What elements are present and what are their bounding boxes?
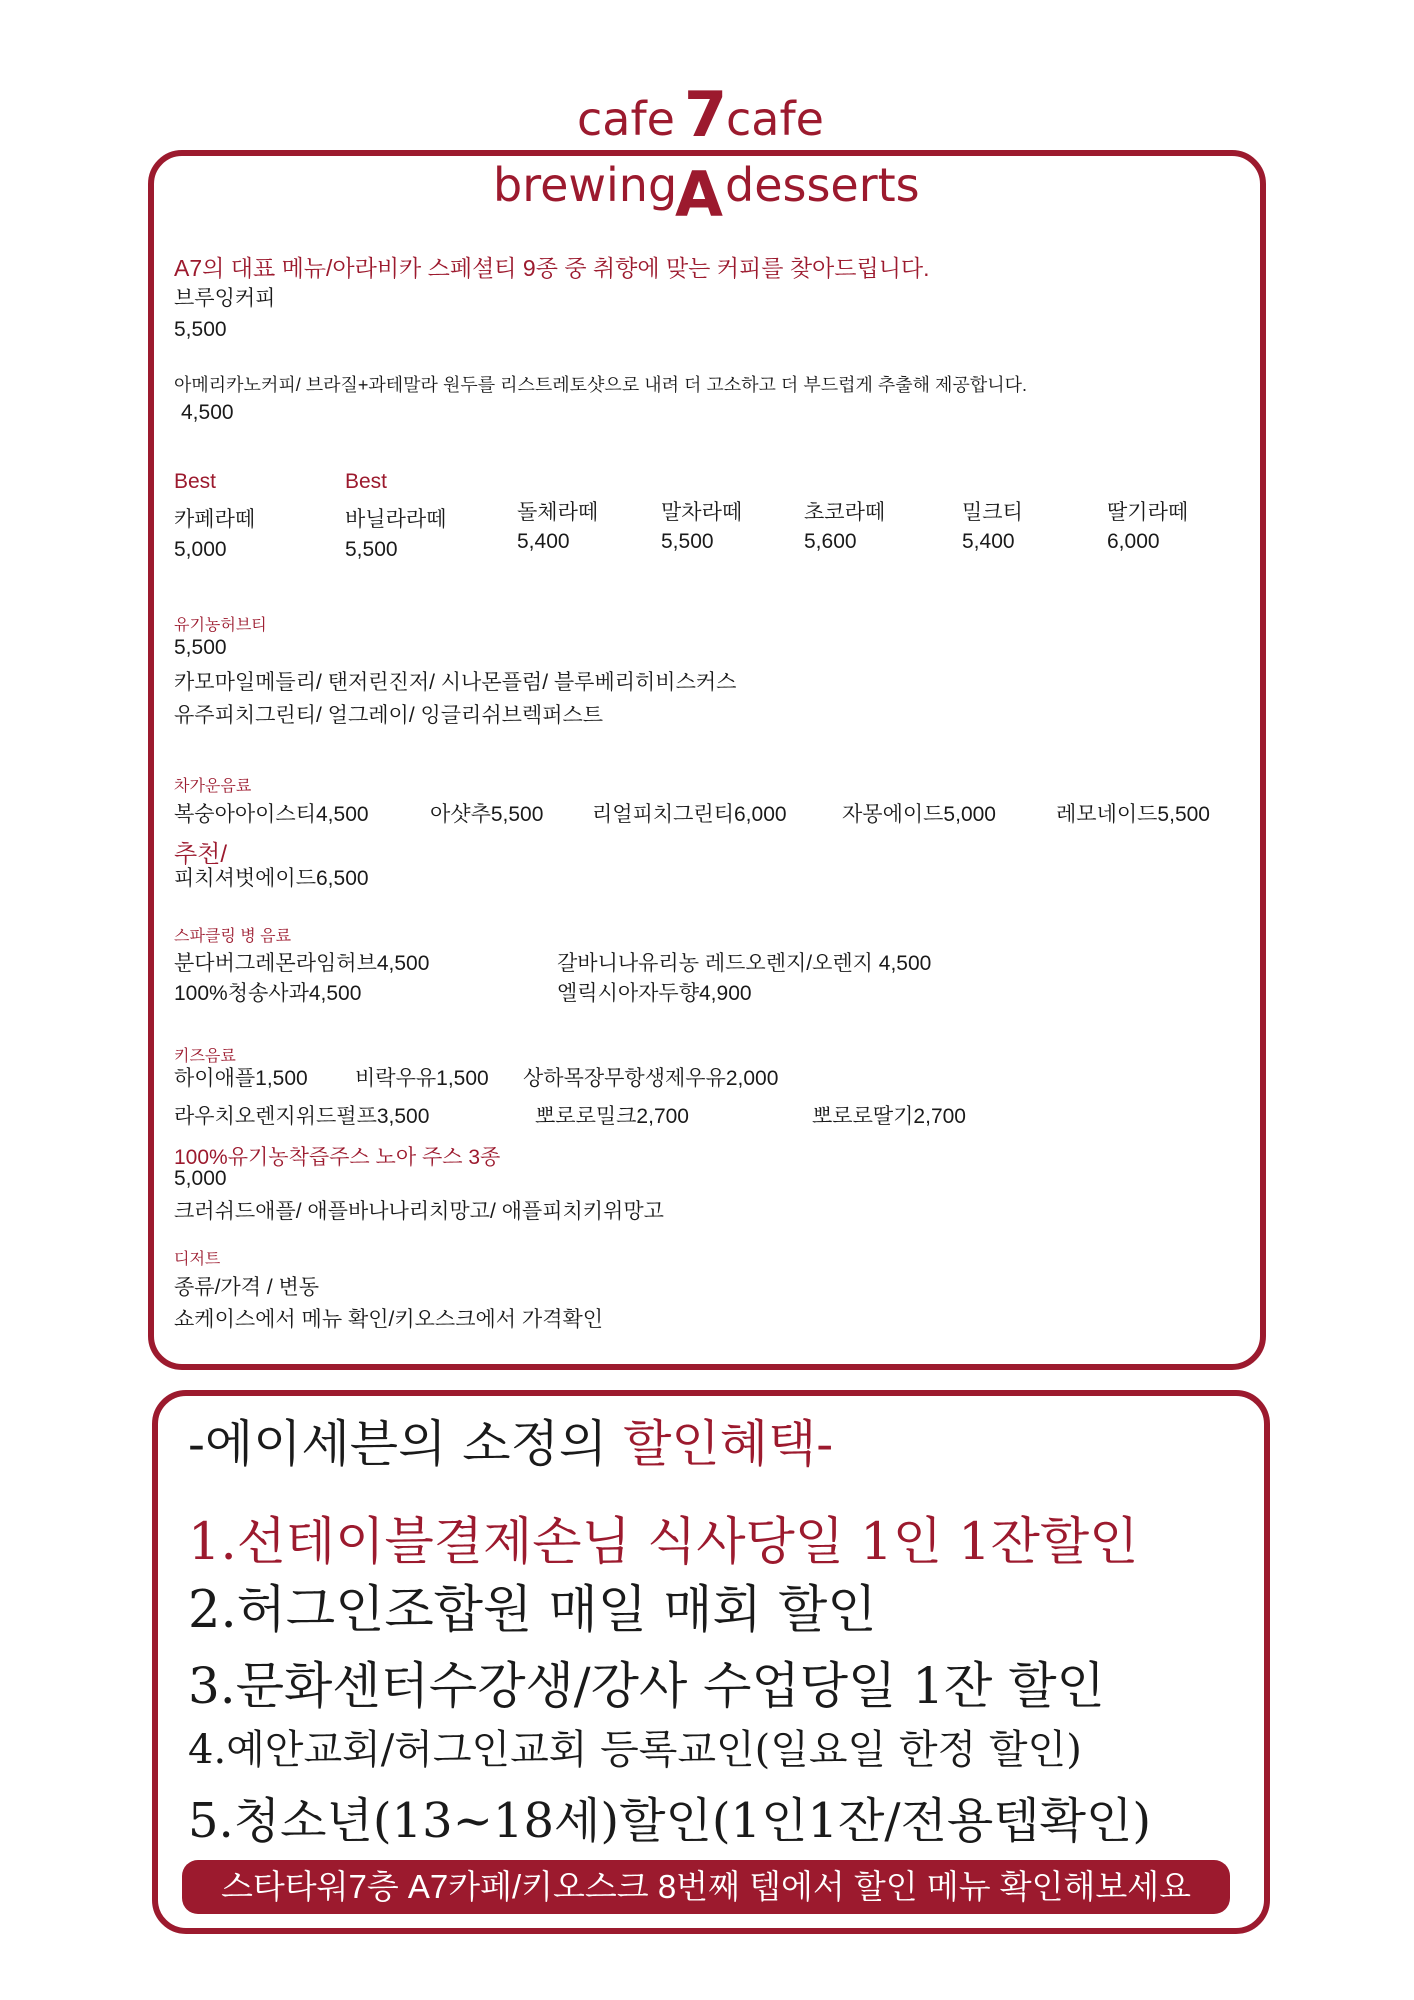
latte-name: 돌체라떼 [517,501,599,524]
signature-heading: A7의 대표 메뉴/아라비카 스페셜티 9종 중 취향에 맞는 커피를 찾아드립니다. [174,255,930,281]
discount-item: 5.청소년(13~18세)할인(1인1잔/전용텝확인) [188,1793,1152,1849]
dessert-line1: 종류/가격 / 변동 [174,1276,320,1299]
latte-price: 5,500 [345,538,398,561]
juice-heading: 100%유기농착즙주스 노아 주스 3종 [174,1146,501,1169]
cold-item: 복숭아아이스티4,500 [174,803,369,826]
kids-item: 뽀로로딸기2,700 [812,1105,966,1128]
latte-price: 5,600 [804,530,857,553]
latte-name: 밀크티 [962,501,1023,524]
americano-desc: 아메리카노커피/ 브라질+과테말라 원두를 리스트레토샷으로 내려 더 고소하고 더 부드럽게 추출해 제공합니다. [174,375,1027,395]
cold-item: 자몽에이드5,000 [842,803,996,826]
latte-price: 5,400 [517,530,570,553]
latte-price: 5,000 [174,538,227,561]
sparkling-label: 스파클링 병 음료 [174,928,292,945]
discount-item: 2.허그인조합원 매일 매회 할인 [188,1581,877,1640]
discount-title [188,1404,833,1476]
discount-item: 4.예안교회/허그인교회 등록교인(일요일 한정 할인) [188,1727,1082,1773]
logo-cafe-right: cafe [726,92,824,146]
cold-item: 아샷추5,500 [430,803,544,826]
sparkling-item: 엘릭시아자두향4,900 [557,982,752,1005]
discount-title-red: 할인혜택- [623,1415,834,1473]
latte-price: 6,000 [1107,530,1160,553]
kids-item: 하이애플1,500 [174,1067,308,1090]
latte-name: 딸기라떼 [1107,501,1189,524]
discount-item: 3.문화센터수강생/강사 수업당일 1잔 할인 [188,1657,1105,1715]
herbtea-price: 5,500 [174,636,227,659]
sparkling-item: 분다버그레몬라임허브4,500 [174,952,430,975]
juice-price: 5,000 [174,1167,227,1190]
kids-label: 키즈음료 [174,1048,236,1065]
brewing-price: 5,500 [174,318,227,341]
best-badge: Best [174,470,217,493]
logo-brewing: brewing [493,158,678,212]
juice-items: 크러쉬드애플/ 애플바나나리치망고/ 애플피치키위망고 [174,1200,664,1223]
herbtea-line2: 유주피치그린티/ 얼그레이/ 잉글리쉬브렉퍼스트 [174,704,604,727]
latte-name: 말차라떼 [661,501,743,524]
logo-mark-a: A [675,158,723,231]
discount-item: 1.선테이블결제손님 식사당일 1인 1잔할인 [188,1513,1139,1572]
recommend-item: 피치셔벗에이드6,500 [174,867,369,890]
kids-item: 비락우유1,500 [355,1067,489,1090]
americano-price: 4,500 [181,401,234,424]
cold-item: 레모네이드5,500 [1056,803,1210,826]
dessert-label: 디저트 [174,1251,221,1268]
best-badge: Best [345,470,388,493]
kids-item: 뽀로로밀크2,700 [535,1105,689,1128]
discount-title-black: -에이세븐의 소정의 [188,1415,624,1473]
cold-item: 리얼피치그린티6,000 [592,803,787,826]
herbtea-label: 유기농허브티 [174,617,267,634]
latte-name: 카페라떼 [174,508,256,531]
dessert-line2: 쇼케이스에서 메뉴 확인/키오스크에서 가격확인 [174,1308,604,1331]
logo-mark-7: 7 [684,78,728,151]
herbtea-line1: 카모마일메들리/ 탠저린진저/ 시나몬플럼/ 블루베리히비스커스 [174,671,737,694]
sparkling-item: 100%청송사과4,500 [174,982,362,1005]
latte-price: 5,400 [962,530,1015,553]
kiosk-banner: 스타타워7층 A7카페/키오스크 8번째 텝에서 할인 메뉴 확인해보세요 [182,1860,1230,1914]
recommend-label: 추천/ [174,841,228,868]
cold-label: 차가운음료 [174,778,252,795]
latte-name: 초코라떼 [804,501,886,524]
logo-desserts: desserts [725,158,920,212]
logo-cafe-left: cafe [577,92,675,146]
latte-name: 바닐라라떼 [345,508,447,531]
brewing-name: 브루잉커피 [174,287,276,310]
latte-price: 5,500 [661,530,714,553]
kids-item: 상하목장무항생제우유2,000 [523,1067,779,1090]
kids-item: 라우치오렌지위드펄프3,500 [174,1105,430,1128]
sparkling-item: 갈바니나유리농 레드오렌지/오렌지 4,500 [557,952,932,975]
menu-box [148,150,1266,1370]
